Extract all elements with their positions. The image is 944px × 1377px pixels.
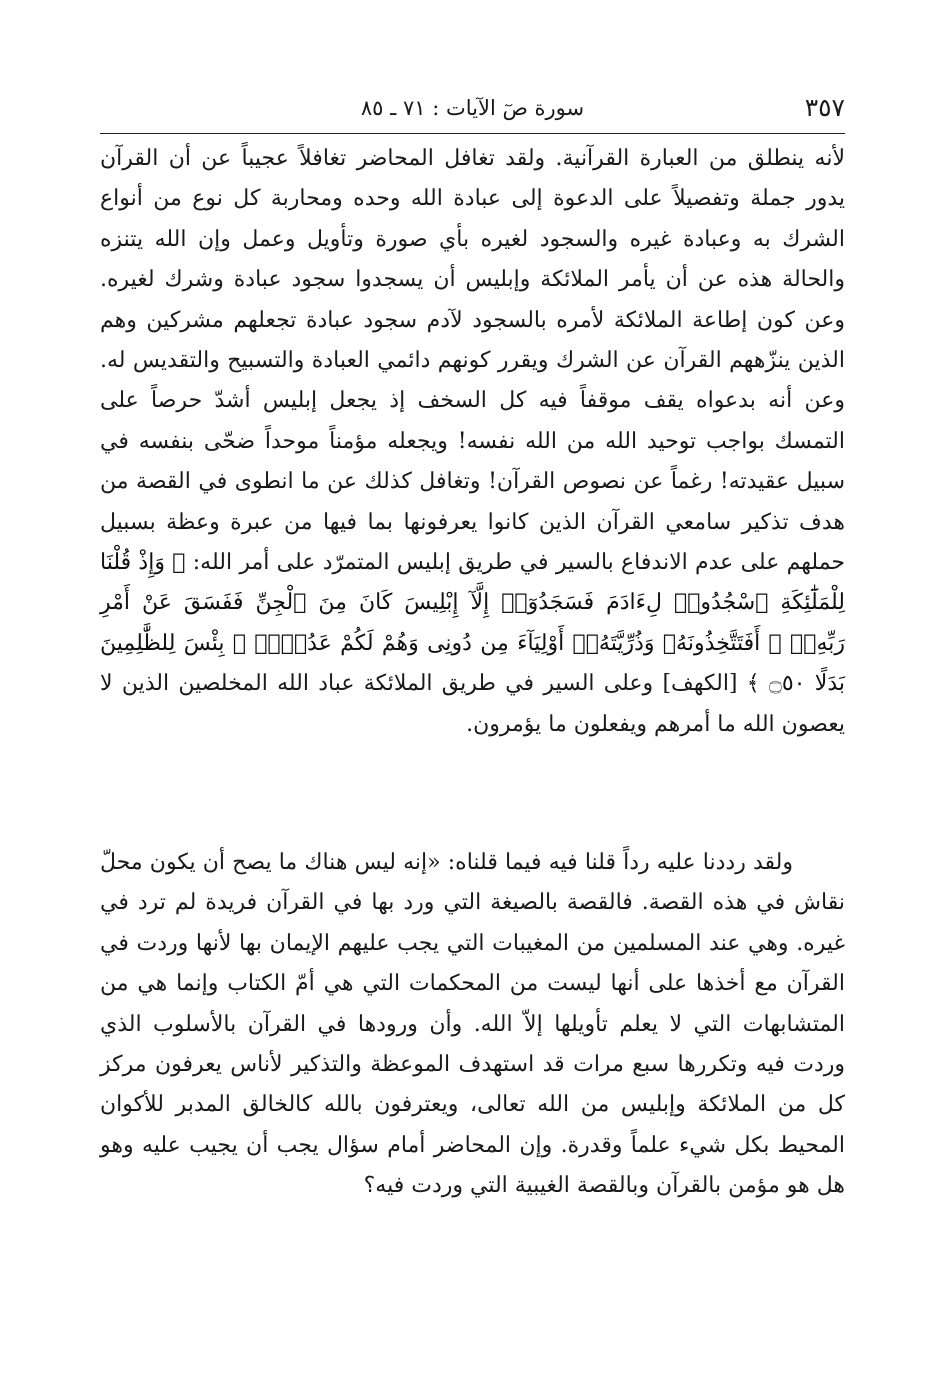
paragraph-2 [100,843,845,1207]
paragraph-1-continuation: وعلى السير في طريق الملائكة عباد الله المخلصين الذين لا يعصون الله ما أمرهم ويفعلون ما يؤمرون. [100,671,845,737]
verse-number-marker: ۝٥٠ [768,671,806,697]
paragraph-1 [100,139,845,745]
quran-verse: وَإِذْ قُلْنَا لِلْمَلَٰٓئِكَةِ ٱسْجُدُوا۟ لِءَادَمَ فَسَجَدُوٓا۟ إِلَّآ إِبْلِيسَ كَانَ مِنَ ٱلْجِنِّ فَفَسَقَ عَنْ أَمْرِ رَبِّهِۦٓ ۗ أَفَتَتَّخِذُونَهُۥ وَذُرِّيَّتَهُۥٓ أَوْلِيَآءَ مِن دُونِى وَهُمْ لَكُمْ عَدُوٌّۢ ۚ بِئْسَ لِلظَّٰلِمِينَ بَدَلًا [100,550,845,697]
paragraph-1-text: لأنه ينطلق من العبارة القرآنية. ولقد تغافل المحاضر تغافلاً عجيباً عن أن القرآن يدور جملة وتفصيلاً على الدعوة إلى عبادة الله وحده ومحاربة كل نوع من أنواع الشرك به وعبادة غيره والسجود لغيره بأي صورة وتأويل وعمل وإن الله يتنزه والحالة هذه عن أن يأمر الملائكة وإبليس أن يسجدوا سجود عبادة وشرك لغيره. وعن كون إطاعة الملائكة لأمره بالسجود لآدم سجود عبادة تجعلهم مشركين وهم الذين ينزّههم القرآن عن الشرك ويقرر كونهم دائمي العبادة والتسبيح والتقديس له. وعن أنه بدعواه يقف موقفاً فيه كل السخف إذ يجعل إبليس أشدّ حرصاً على التمسك بواجب توحيد الله من الله نفسه! ويجعله مؤمناً موحداً ضحّى بنفسه في سبيل عقيدته! رغماً عن نصوص القرآن! وتغافل كذلك عن ما انطوى في القصة من هدف تذكير سامعي القرآن الذين كانوا يعرفونها بما فيها من عبرة وعظة بسبيل حملهم على عدم الاندفاع بالسير في طريق إبليس المتمرّد على أمر الله: [100,146,846,576]
page-number: ٣٥٧ [804,93,845,122]
running-title: سورة صٓ الآيات : ٧١ ـ ٨٥ [360,96,585,120]
verse-close-bracket: ﴾ [746,671,760,697]
paragraph-2-text: ولقد رددنا عليه رداً قلنا فيه فيما قلناه: «إنه ليس هناك ما يصح أن يكون محلّ نقاش في هذه القصة. فالقصة بالصيغة التي ورد بها في القرآن فريدة لم ترد في غيره. وهي عند المسلمين من المغيبات التي يجب عليهم الإيمان بها لأنها وردت في القرآن مع أخذها على أنها ليست من المحكمات التي هي أمّ الكتاب وإنما هي من المتشابهات التي لا يعلم تأويلها إلاّ الله. وأن ورودها في القرآن بالأسلوب الذي وردت فيه وتكررها سبع مرات قد استهدف الموعظة والتذكير لأناس يعرفون مركز كل من الملائكة وإبليس من الله تعالى، ويعترفون بالله كالخالق المدبر للأكوان المحيط بكل شيء علماً وقدرة. وإن المحاضر أمام سؤال يجب أن يجيب عليه وهو هل هو مؤمن بالقرآن وبالقصة الغيبية التي وردت فيه؟ [100,850,845,1199]
page-header [100,88,845,128]
header-rule [100,133,845,134]
surah-citation: [الكهف] [662,671,738,697]
verse-open-bracket: ﴿ [172,550,186,576]
